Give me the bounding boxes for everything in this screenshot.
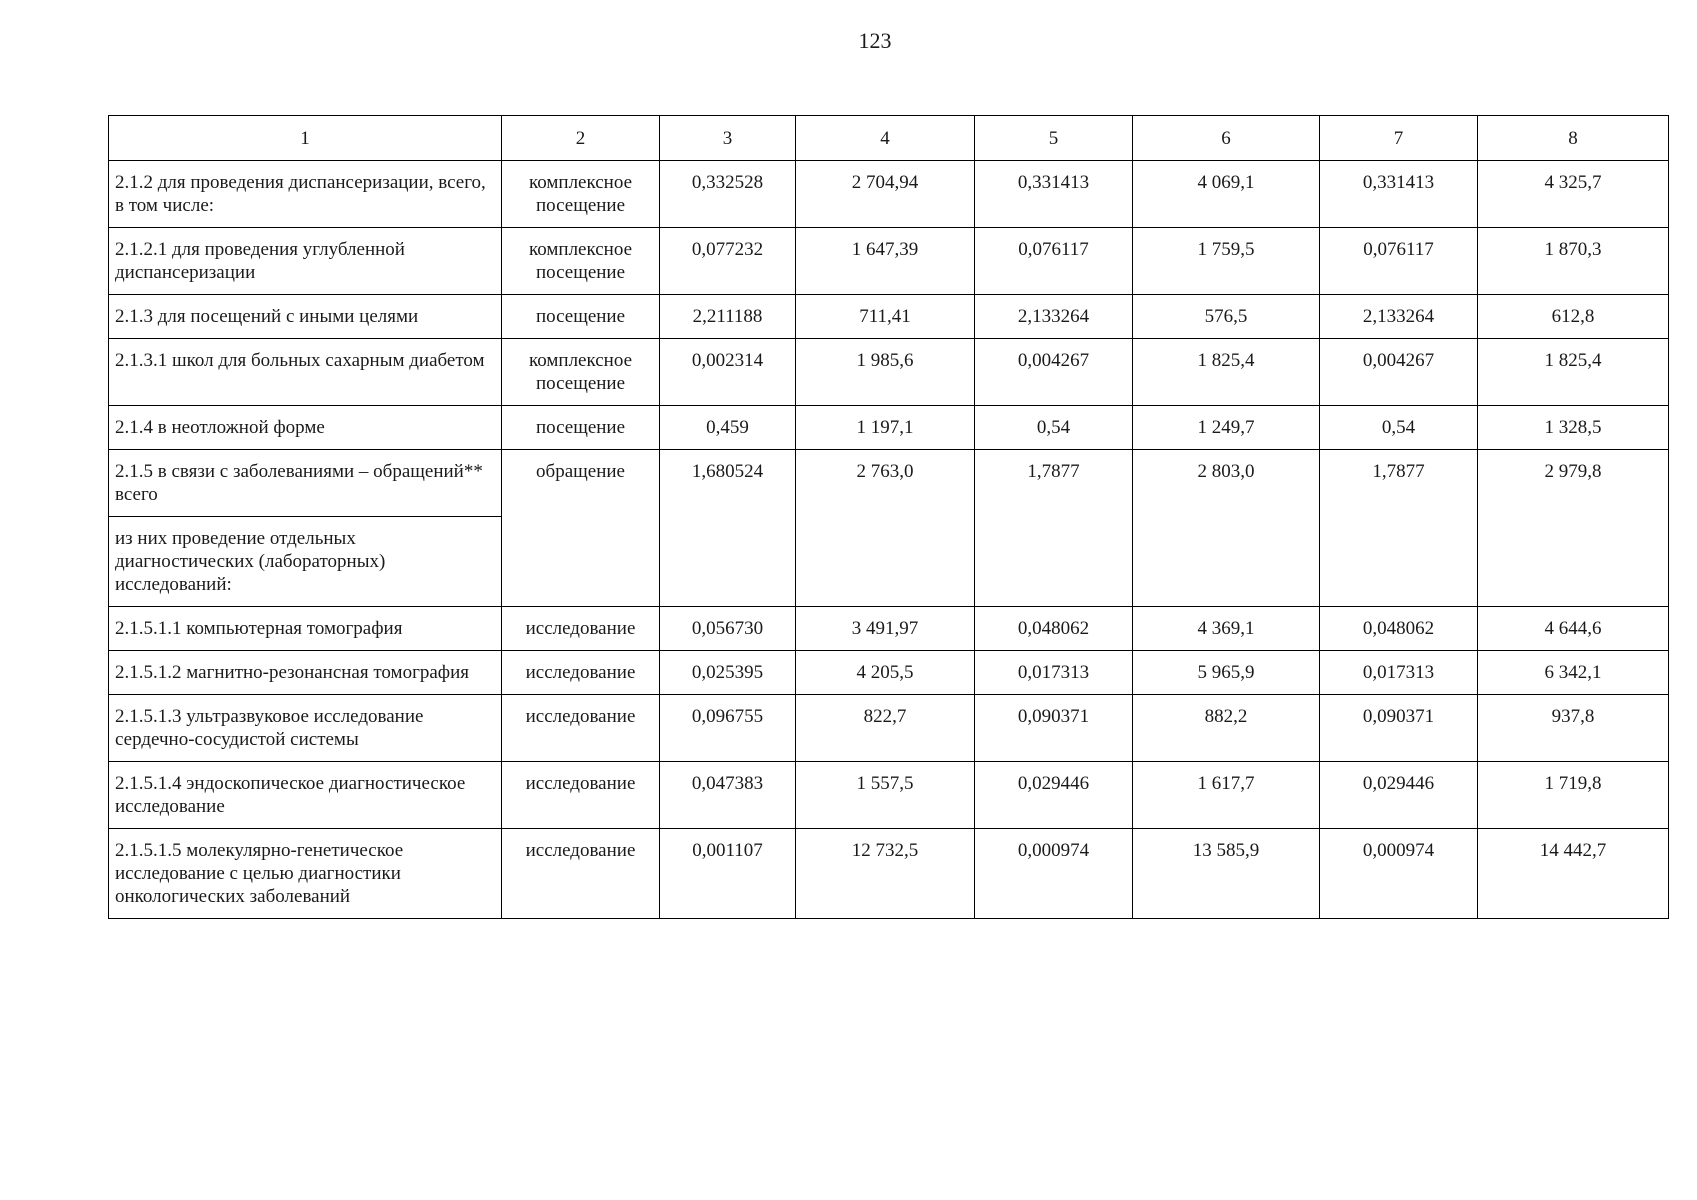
cell-value: 2 803,0 xyxy=(1133,450,1320,607)
table-row xyxy=(109,406,1669,450)
row-unit: комплексное посещение xyxy=(502,339,660,406)
table-row xyxy=(109,762,1669,829)
column-header: 7 xyxy=(1320,116,1478,161)
cell-value: 0,090371 xyxy=(1320,695,1478,762)
table-row xyxy=(109,829,1669,919)
cell-value: 576,5 xyxy=(1133,295,1320,339)
cell-value: 1 249,7 xyxy=(1133,406,1320,450)
cell-value: 0,017313 xyxy=(1320,651,1478,695)
cell-value: 12 732,5 xyxy=(796,829,975,919)
row-label: 2.1.5.1.2 магнитно-резонансная томография xyxy=(109,651,502,695)
cell-value: 0,000974 xyxy=(975,829,1133,919)
row-sublabel: из них проведение отдельных диагностических (лабораторных) исследований: xyxy=(109,517,502,607)
row-unit: исследование xyxy=(502,762,660,829)
cell-value: 0,029446 xyxy=(1320,762,1478,829)
cell-value: 0,001107 xyxy=(660,829,796,919)
row-unit: посещение xyxy=(502,406,660,450)
cell-value: 0,090371 xyxy=(975,695,1133,762)
cell-value: 0,54 xyxy=(975,406,1133,450)
column-header: 3 xyxy=(660,116,796,161)
cell-value: 1 557,5 xyxy=(796,762,975,829)
row-label: 2.1.5.1.3 ультразвуковое исследование сердечно-сосудистой системы xyxy=(109,695,502,762)
cell-value: 2 763,0 xyxy=(796,450,975,607)
row-unit: комплексное посещение xyxy=(502,228,660,295)
cell-value: 6 342,1 xyxy=(1478,651,1669,695)
column-header: 8 xyxy=(1478,116,1669,161)
cell-value: 1 870,3 xyxy=(1478,228,1669,295)
cell-value: 0,029446 xyxy=(975,762,1133,829)
table-row xyxy=(109,339,1669,406)
cell-value: 1 825,4 xyxy=(1478,339,1669,406)
tariff-table xyxy=(108,115,1669,919)
table-row xyxy=(109,228,1669,295)
row-label: 2.1.2 для проведения диспансеризации, всего, в том числе: xyxy=(109,161,502,228)
cell-value: 0,000974 xyxy=(1320,829,1478,919)
cell-value: 4 205,5 xyxy=(796,651,975,695)
table-row xyxy=(109,295,1669,339)
table-row xyxy=(109,695,1669,762)
cell-value: 0,047383 xyxy=(660,762,796,829)
cell-value: 0,017313 xyxy=(975,651,1133,695)
cell-value: 2,133264 xyxy=(1320,295,1478,339)
row-label: 2.1.5.1.4 эндоскопическое диагностическое исследование xyxy=(109,762,502,829)
cell-value: 1 985,6 xyxy=(796,339,975,406)
row-label: 2.1.2.1 для проведения углубленной диспансеризации xyxy=(109,228,502,295)
cell-value: 2 704,94 xyxy=(796,161,975,228)
table-header-row xyxy=(109,116,1669,161)
cell-value: 0,096755 xyxy=(660,695,796,762)
cell-value: 3 491,97 xyxy=(796,607,975,651)
column-header: 6 xyxy=(1133,116,1320,161)
row-unit: исследование xyxy=(502,651,660,695)
cell-value: 0,004267 xyxy=(975,339,1133,406)
cell-value: 1 197,1 xyxy=(796,406,975,450)
cell-value: 0,056730 xyxy=(660,607,796,651)
cell-value: 0,076117 xyxy=(1320,228,1478,295)
cell-value: 1 719,8 xyxy=(1478,762,1669,829)
cell-value: 13 585,9 xyxy=(1133,829,1320,919)
cell-value: 0,331413 xyxy=(1320,161,1478,228)
cell-value: 0,459 xyxy=(660,406,796,450)
cell-value: 4 644,6 xyxy=(1478,607,1669,651)
row-label: 2.1.4 в неотложной форме xyxy=(109,406,502,450)
row-label: 2.1.5.1.1 компьютерная томография xyxy=(109,607,502,651)
cell-value: 2 979,8 xyxy=(1478,450,1669,607)
cell-value: 0,002314 xyxy=(660,339,796,406)
cell-value: 0,332528 xyxy=(660,161,796,228)
cell-value: 0,004267 xyxy=(1320,339,1478,406)
table-row xyxy=(109,161,1669,228)
table-row xyxy=(109,450,1669,517)
cell-value: 1 647,39 xyxy=(796,228,975,295)
row-label: 2.1.3.1 школ для больных сахарным диабетом xyxy=(109,339,502,406)
column-header: 4 xyxy=(796,116,975,161)
cell-value: 0,048062 xyxy=(1320,607,1478,651)
cell-value: 0,54 xyxy=(1320,406,1478,450)
cell-value: 1 825,4 xyxy=(1133,339,1320,406)
row-label: 2.1.5 в связи с заболеваниями – обращений** всего xyxy=(109,450,502,517)
table-row xyxy=(109,651,1669,695)
cell-value: 882,2 xyxy=(1133,695,1320,762)
cell-value: 1 759,5 xyxy=(1133,228,1320,295)
row-unit: исследование xyxy=(502,607,660,651)
cell-value: 822,7 xyxy=(796,695,975,762)
cell-value: 1,7877 xyxy=(975,450,1133,607)
cell-value: 2,211188 xyxy=(660,295,796,339)
cell-value: 4 325,7 xyxy=(1478,161,1669,228)
cell-value: 1 617,7 xyxy=(1133,762,1320,829)
table-row xyxy=(109,607,1669,651)
cell-value: 0,077232 xyxy=(660,228,796,295)
cell-value: 1,680524 xyxy=(660,450,796,607)
row-unit: посещение xyxy=(502,295,660,339)
row-label: 2.1.3 для посещений с иными целями xyxy=(109,295,502,339)
row-unit: исследование xyxy=(502,695,660,762)
column-header: 1 xyxy=(109,116,502,161)
cell-value: 1,7877 xyxy=(1320,450,1478,607)
cell-value: 2,133264 xyxy=(975,295,1133,339)
row-unit: исследование xyxy=(502,829,660,919)
cell-value: 1 328,5 xyxy=(1478,406,1669,450)
cell-value: 711,41 xyxy=(796,295,975,339)
row-label: 2.1.5.1.5 молекулярно-генетическое исследование с целью диагностики онкологических заболеваний xyxy=(109,829,502,919)
cell-value: 612,8 xyxy=(1478,295,1669,339)
cell-value: 0,048062 xyxy=(975,607,1133,651)
cell-value: 0,025395 xyxy=(660,651,796,695)
row-unit: комплексное посещение xyxy=(502,161,660,228)
cell-value: 5 965,9 xyxy=(1133,651,1320,695)
column-header: 5 xyxy=(975,116,1133,161)
cell-value: 4 369,1 xyxy=(1133,607,1320,651)
cell-value: 14 442,7 xyxy=(1478,829,1669,919)
cell-value: 0,331413 xyxy=(975,161,1133,228)
cell-value: 4 069,1 xyxy=(1133,161,1320,228)
cell-value: 0,076117 xyxy=(975,228,1133,295)
row-unit: обращение xyxy=(502,450,660,607)
column-header: 2 xyxy=(502,116,660,161)
cell-value: 937,8 xyxy=(1478,695,1669,762)
page-number: 123 xyxy=(858,28,892,53)
